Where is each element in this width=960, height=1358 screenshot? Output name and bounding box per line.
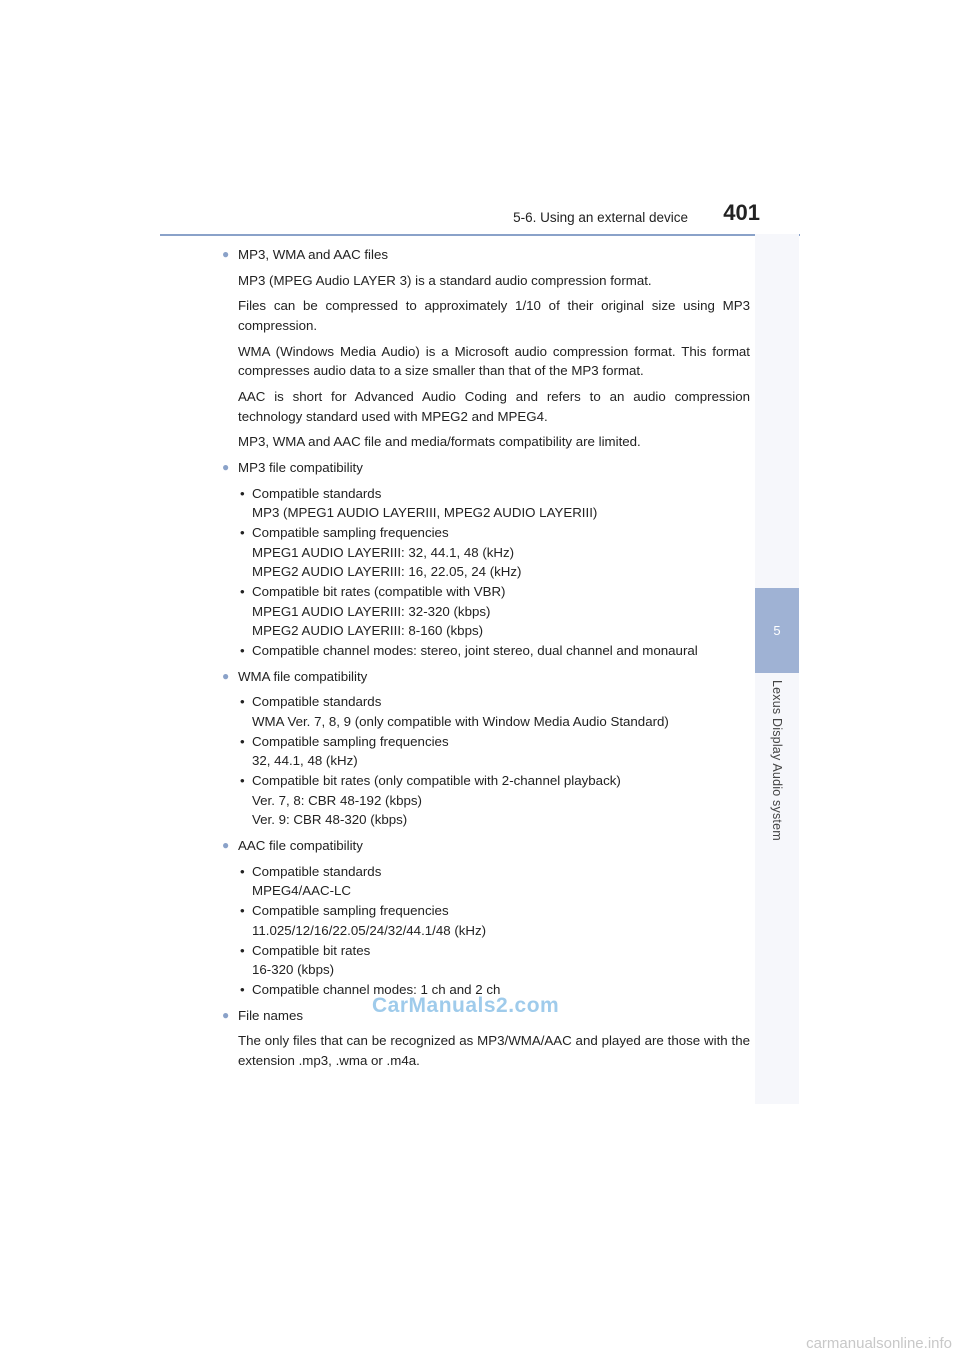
circle-bullet-icon: ● xyxy=(222,1007,230,1022)
dot-bullet-icon: • xyxy=(240,694,245,710)
dot-bullet-icon: • xyxy=(240,584,245,600)
list-item-value: 11.025/12/16/22.05/24/32/44.1/48 (kHz) xyxy=(252,922,487,938)
bullet-list xyxy=(222,862,750,1000)
dot-bullet-icon: • xyxy=(240,903,245,919)
list-item xyxy=(238,523,750,582)
dot-bullet-icon: • xyxy=(240,863,245,879)
list-item-label: Compatible standards xyxy=(252,863,382,879)
chapter-tab: 5 xyxy=(755,588,799,673)
item-title-text: File names xyxy=(238,1007,304,1023)
item-title-text: MP3, WMA and AAC files xyxy=(238,247,389,262)
dot-bullet-icon: • xyxy=(240,643,245,659)
bullet-list xyxy=(222,484,750,661)
item-title-text: MP3 file compatibility xyxy=(238,460,363,476)
list-item-label: Compatible sampling frequencies xyxy=(252,525,449,541)
section-item xyxy=(222,245,750,452)
list-item-value: 16-320 (kbps) xyxy=(252,962,335,978)
item-title xyxy=(222,836,750,856)
list-item-label: Compatible standards xyxy=(252,694,382,710)
paragraph: WMA (Windows Media Audio) is a Microsoft audio compression format. This format compresses audio data to a size smaller than that of the MP3 format. xyxy=(238,343,750,379)
list-item xyxy=(238,692,750,731)
bullet-list xyxy=(222,692,750,830)
item-title xyxy=(222,458,750,478)
dot-bullet-icon: • xyxy=(240,733,245,749)
footer-watermark: carmanualsonline.info xyxy=(806,1335,952,1352)
section-item xyxy=(222,667,750,830)
list-item-value: MPEG2 AUDIO LAYERIII: 16, 22.05, 24 (kHz) xyxy=(252,564,522,580)
watermark: CarManuals2.com xyxy=(372,994,560,1017)
dot-bullet-icon: • xyxy=(240,525,245,541)
section-item xyxy=(222,458,750,661)
list-item xyxy=(238,901,750,940)
list-item xyxy=(238,771,750,830)
list-item-value: Ver. 7, 8: CBR 48-192 (kbps) xyxy=(252,792,422,808)
dot-bullet-icon: • xyxy=(240,485,245,501)
page-content xyxy=(222,245,750,1077)
paragraph: MP3 (MPEG Audio LAYER 3) is a standard audio compression format. xyxy=(238,272,652,288)
circle-bullet-icon: ● xyxy=(222,460,230,475)
list-item xyxy=(238,582,750,641)
item-title xyxy=(222,245,750,265)
list-item xyxy=(238,862,750,901)
section-item xyxy=(222,836,750,999)
circle-bullet-icon: ● xyxy=(222,838,230,853)
dot-bullet-icon: • xyxy=(240,942,245,958)
list-item-label: Compatible bit rates (compatible with VBR) xyxy=(252,584,506,600)
list-item-value: WMA Ver. 7, 8, 9 (only compatible with Window Media Audio Standard) xyxy=(252,714,669,730)
list-item-value: 32, 44.1, 48 (kHz) xyxy=(252,753,358,769)
circle-bullet-icon: ● xyxy=(222,668,230,683)
list-item-value: Ver. 9: CBR 48-320 (kbps) xyxy=(252,812,408,828)
item-title-text: AAC file compatibility xyxy=(238,838,363,854)
circle-bullet-icon: ● xyxy=(222,247,230,261)
list-item-value: MPEG2 AUDIO LAYERIII: 8-160 (kbps) xyxy=(252,623,484,639)
item-title-text: WMA file compatibility xyxy=(238,668,368,684)
paragraph: MP3, WMA and AAC file and media/formats compatibility are limited. xyxy=(238,434,641,450)
list-item xyxy=(238,484,750,523)
list-item-value: MPEG1 AUDIO LAYERIII: 32-320 (kbps) xyxy=(252,603,491,619)
paragraph: AAC is short for Advanced Audio Coding and refers to an audio compression technology standard used with MPEG2 and MPEG4. xyxy=(238,389,750,424)
section-title: 5-6. Using an external device xyxy=(513,210,688,225)
page-number: 401 xyxy=(723,200,760,225)
list-item-label: Compatible sampling frequencies xyxy=(252,733,449,749)
list-item xyxy=(238,641,750,661)
paragraph: The only files that can be recognized as MP3/WMA/AAC and played are those with the extension .mp3, .wma or .m4a. xyxy=(238,1033,750,1068)
list-item xyxy=(238,941,750,980)
list-item-label: Compatible bit rates (only compatible with 2-channel playback) xyxy=(252,773,621,789)
list-item-label: Compatible channel modes: stereo, joint stereo, dual channel and monaural xyxy=(252,643,698,659)
list-item-label: Compatible sampling frequencies xyxy=(252,903,449,919)
dot-bullet-icon: • xyxy=(240,981,245,997)
item-title xyxy=(222,667,750,687)
list-item-value: MP3 (MPEG1 AUDIO LAYERIII, MPEG2 AUDIO LAYERIII) xyxy=(252,505,598,521)
list-item-label: Compatible channel modes: 1 ch and 2 ch xyxy=(252,981,501,997)
chapter-label: Lexus Display Audio system xyxy=(770,680,784,841)
list-item xyxy=(238,732,750,771)
list-item-label: Compatible standards xyxy=(252,485,382,501)
list-item-label: Compatible bit rates xyxy=(252,942,371,958)
dot-bullet-icon: • xyxy=(240,773,245,789)
list-item-value: MPEG1 AUDIO LAYERIII: 32, 44.1, 48 (kHz) xyxy=(252,544,515,560)
paragraph: Files can be compressed to approximately 1/10 of their original size using MP3 compression. xyxy=(238,298,750,334)
page-header xyxy=(160,198,800,236)
list-item-value: MPEG4/AAC-LC xyxy=(252,883,352,899)
